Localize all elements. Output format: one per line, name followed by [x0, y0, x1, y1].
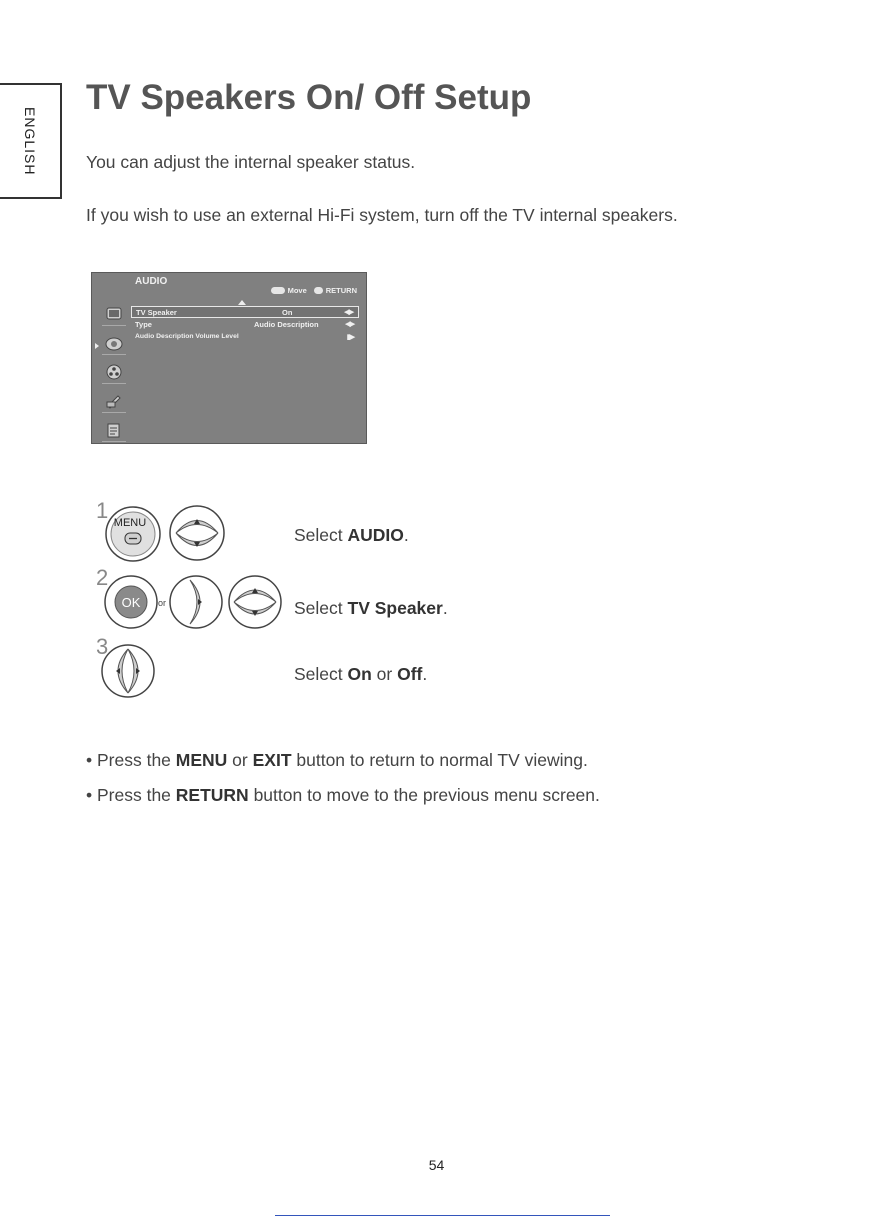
step-text-bold: TV Speaker	[347, 598, 443, 618]
step-text-suffix: .	[422, 664, 428, 684]
left-right-button-icon	[100, 643, 156, 699]
up-down-button-icon	[227, 574, 283, 630]
setup-icon	[102, 392, 126, 413]
note-prefix: • Press the	[86, 785, 176, 805]
note-1	[86, 750, 588, 771]
step-text-bold: On	[347, 664, 372, 684]
right-button-icon	[168, 574, 224, 630]
right-arrow-icon: ▮▶	[346, 334, 354, 341]
note-bold: RETURN	[175, 785, 249, 805]
menu-row-value: Audio Description	[254, 320, 319, 329]
or-label: or	[158, 598, 167, 608]
audio-icon	[102, 334, 126, 355]
left-right-arrows-icon: ◀▶	[344, 309, 353, 316]
audio-menu-screenshot	[91, 272, 367, 444]
menu-row-label: TV Speaker	[136, 308, 177, 317]
menu-row-type[interactable]	[131, 319, 359, 331]
picture-icon	[102, 305, 126, 326]
reel-icon	[102, 363, 126, 384]
step-text-bold: Off	[397, 664, 423, 684]
step-text-prefix: Select	[294, 664, 348, 684]
step-text-prefix: Select	[294, 525, 348, 545]
note-suffix: button to return to normal TV viewing.	[291, 750, 588, 770]
option-icon	[102, 421, 126, 442]
step-number-3: 3	[96, 634, 109, 659]
osd-title: AUDIO	[135, 276, 168, 287]
note-suffix: button to move to the previous menu screen.	[248, 785, 600, 805]
ok-button-label: OK	[121, 595, 141, 610]
menu-row-ad-volume[interactable]	[131, 332, 359, 344]
scroll-up-icon	[238, 300, 246, 305]
osd-hint-bar	[271, 286, 357, 295]
language-label: ENGLISH	[22, 106, 38, 176]
menu-button-icon	[103, 504, 163, 564]
note-middle: or	[227, 750, 253, 770]
step-text-2	[294, 598, 448, 619]
intro-paragraph-2: If you wish to use an external Hi-Fi system, turn off the TV internal speakers.	[86, 205, 678, 225]
menu-row-label: Audio Description Volume Level	[135, 333, 239, 340]
return-icon	[314, 287, 323, 294]
language-tab	[0, 83, 62, 199]
step-text-1	[294, 525, 409, 546]
intro-paragraph-1: You can adjust the internal speaker status.	[86, 152, 416, 172]
step-number-2: 2	[96, 565, 109, 590]
page-number: 54	[428, 1157, 445, 1173]
ok-button-icon	[103, 574, 159, 630]
page-title: TV Speakers On/ Off Setup	[86, 78, 532, 117]
menu-button-label: MENU	[113, 517, 147, 529]
hint-move-label: Move	[287, 286, 307, 295]
step-number-1: 1	[96, 498, 109, 523]
hint-return-label: RETURN	[325, 286, 357, 295]
note-bold: EXIT	[252, 750, 292, 770]
note-bold: MENU	[175, 750, 228, 770]
step-text-3	[294, 664, 427, 685]
note-2	[86, 785, 600, 806]
menu-row-value: On	[282, 308, 293, 317]
up-down-button-icon	[168, 504, 226, 562]
step-text-middle: or	[371, 664, 398, 684]
step-text-suffix: .	[442, 598, 448, 618]
step-text-prefix: Select	[294, 598, 348, 618]
footer-divider	[275, 1215, 610, 1216]
menu-row-tv-speaker[interactable]	[131, 306, 359, 318]
left-right-arrows-icon: ◀▶	[345, 321, 354, 328]
step-text-bold: AUDIO	[347, 525, 404, 545]
menu-row-label: Type	[135, 320, 152, 329]
active-marker-icon	[95, 343, 99, 349]
step-text-suffix: .	[403, 525, 409, 545]
note-prefix: • Press the	[86, 750, 176, 770]
move-icon	[271, 287, 285, 294]
